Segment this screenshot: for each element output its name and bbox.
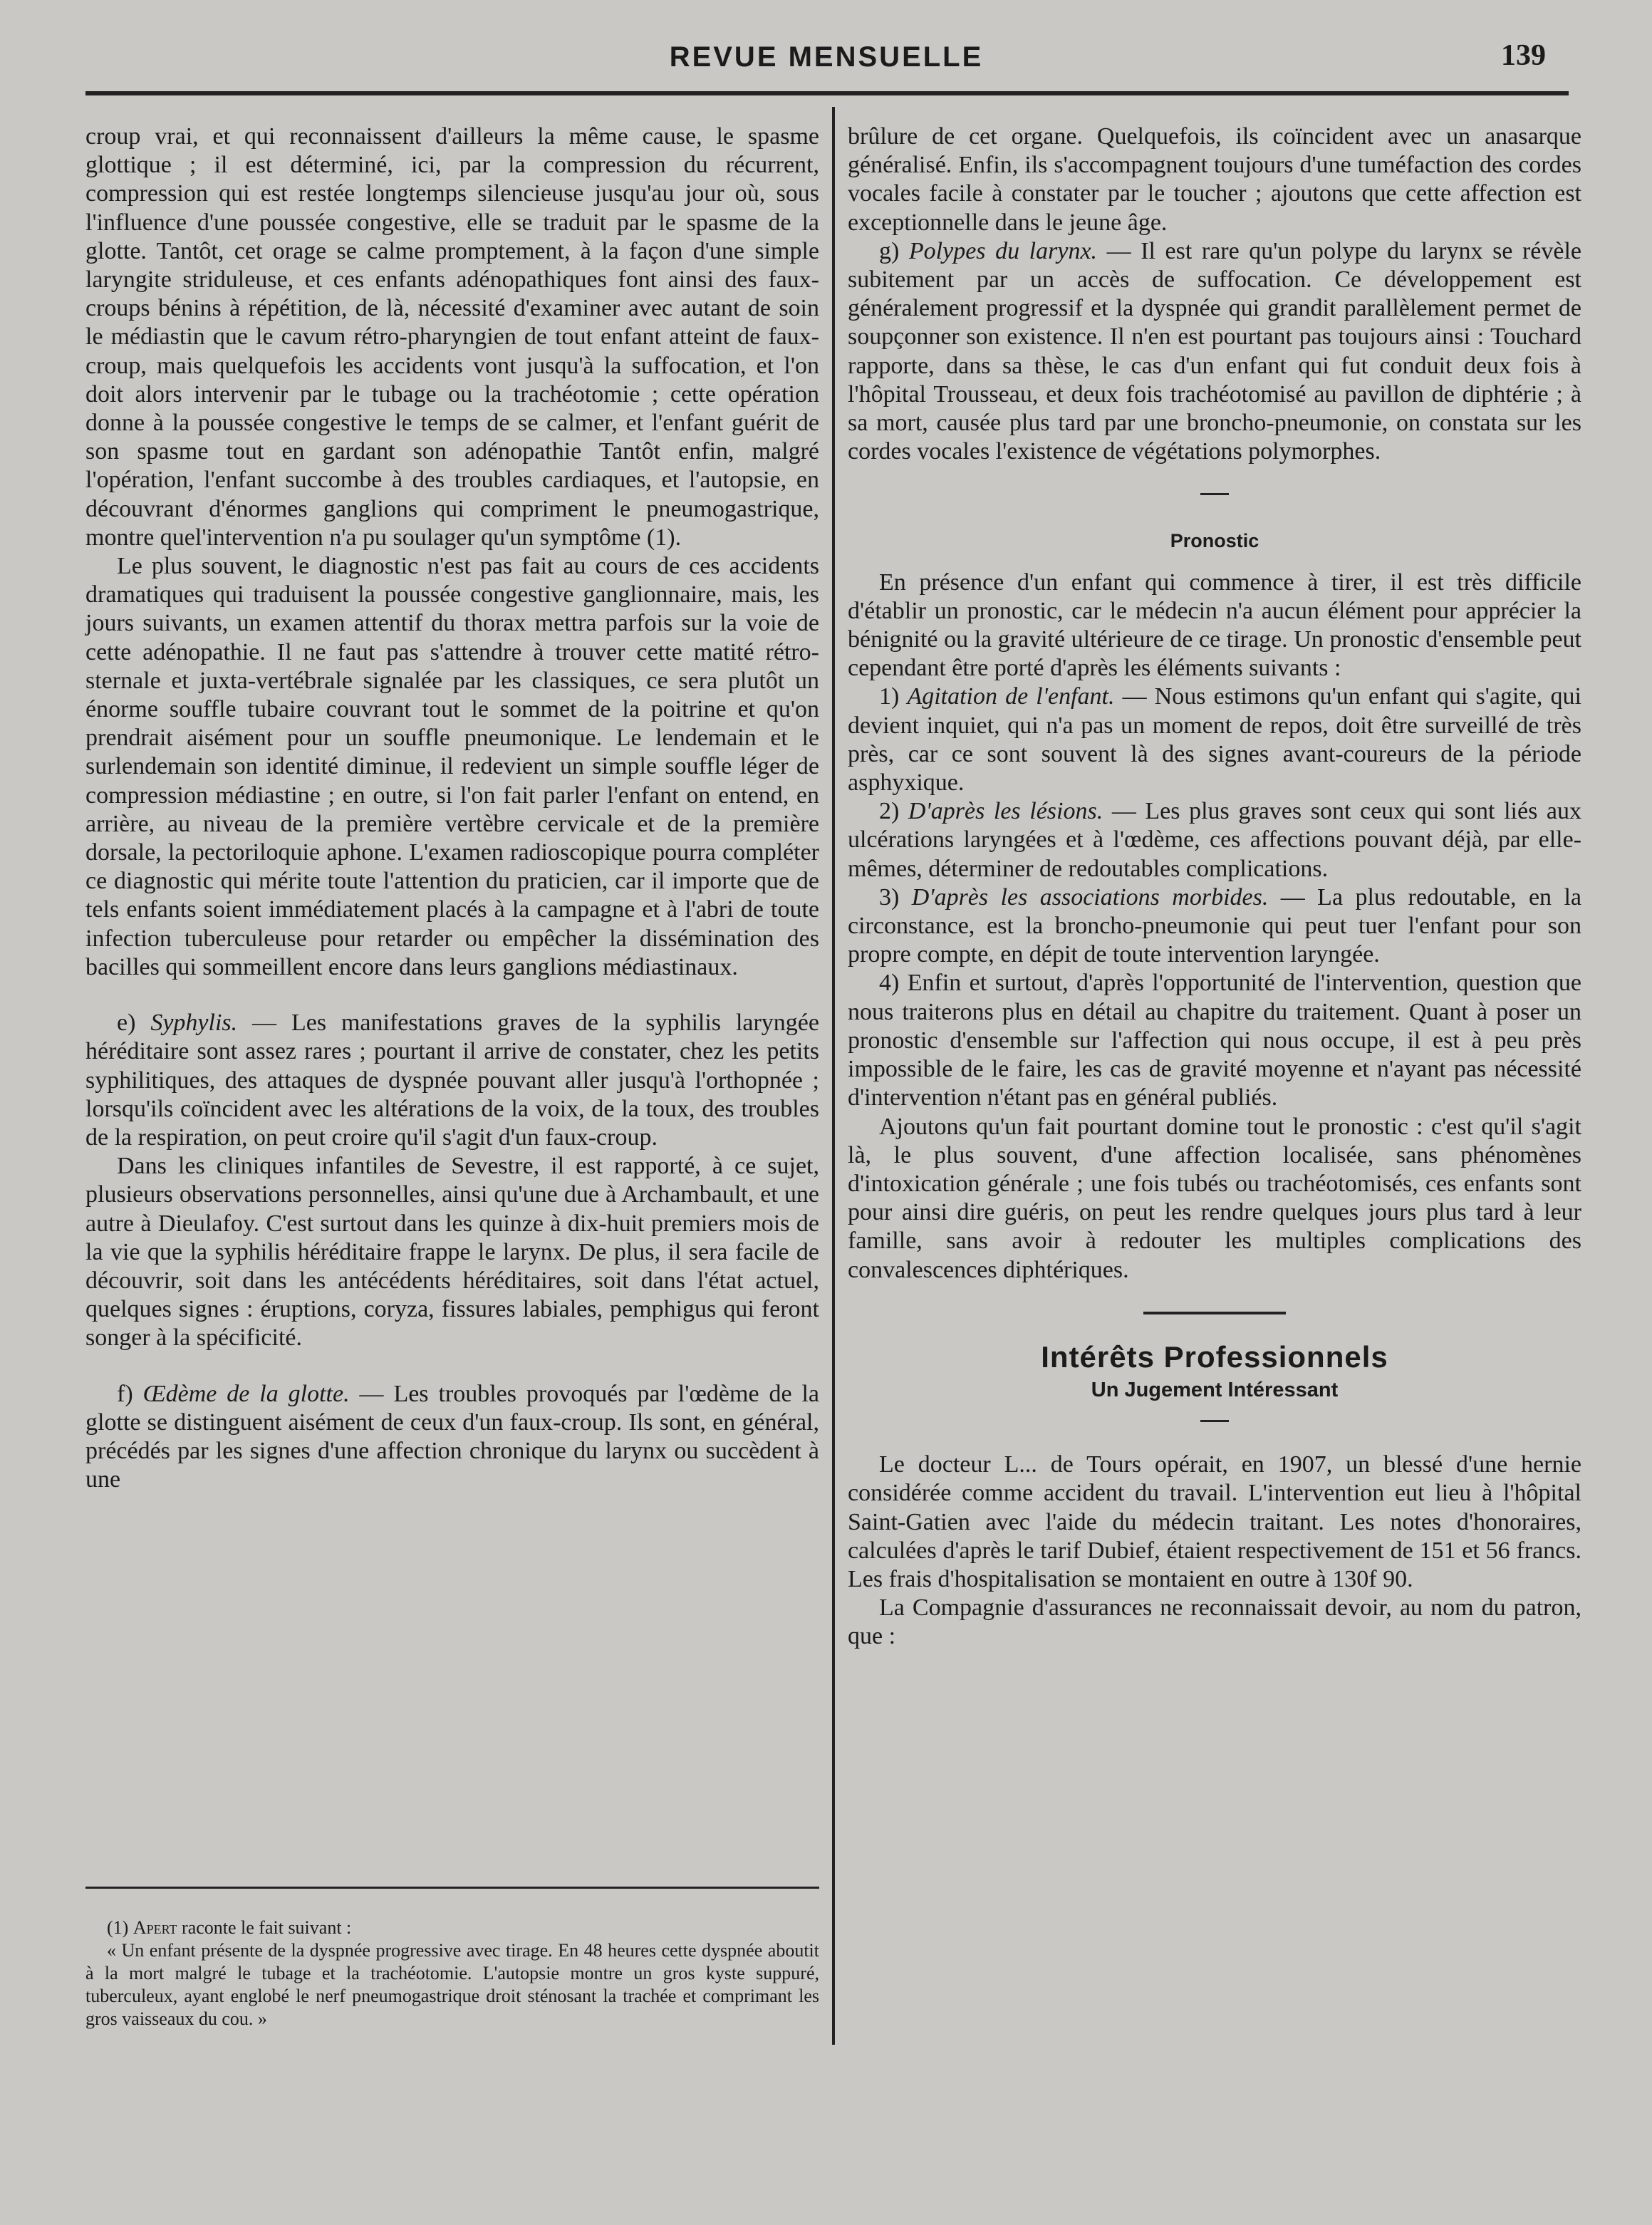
item-label: e) <box>117 1010 151 1037</box>
footnote-lead <box>85 1917 819 1939</box>
journal-title: REVUE MENSUELLE <box>669 41 984 73</box>
compagnie-paragraph: La Compagnie d'assurances ne reconnaissait devoir, au nom du patron, que : <box>848 1594 1581 1650</box>
intervention-paragraph: 4) Enfin et surtout, d'après l'opportunité de l'intervention, question que nous traiterons plus en détail au chapitre du traitement. Quant à poser un pronostic d'ensemble sur l'affection qui nous occupe, il est à peu près impossible de le faire, les cas de gravité moyenne et n'ayant pas nécessité d'intervention n'étant pas en général publiés. <box>848 970 1581 1111</box>
polypes-text: — Il est rare qu'un polype du larynx se révèle subitement par un accès de suffocation. Ce développement est généralement progressif et la dyspnée qui grandit parallèlement permet de soupçonner son existence. Il n'en est pourtant pas toujours ainsi : Touchard rapporte, dans sa thèse, le cas d'un enfant qui fut conduit deux fois à l'hôpital Trousseau, et deux fois trachéotomisé au pavillon de diphtérie ; à sa mort, causée plus tard par une broncho-pneumonie, on constata sur les cordes vocales l'existence de végétations polymorphes. <box>848 237 1582 465</box>
agitation-paragraph <box>848 683 1581 797</box>
oedeme-title: Œdème de la glotte. <box>142 1380 350 1407</box>
section-rule <box>1143 1312 1286 1314</box>
item-label: 1) <box>879 683 908 710</box>
header-rule <box>85 91 1569 95</box>
right-paragraph-1: brûlure de cet organe. Quelquefois, ils coïncident avec un anasarque généralisé. Enfin, ils s'accompagnent toujours d'une tuméfaction des cordes vocales facile à constater par le toucher ; ajoutons que cette affection est exceptionnelle dans le jeune âge. <box>848 123 1581 236</box>
footnote-marker: (1) <box>107 1917 133 1938</box>
syphilis-text: — Les manifestations graves de la syphilis laryngée héréditaire sont assez rares ; pourtant il arrive de constater, chez les petits syphilitiques, des attaques de dyspnée pouvant aller jusqu'à l'orthopnée ; lorsqu'ils coïncident avec les altérations de la voix, de la toux, des troubles de la respiration, on peut croire qu'il s'agit d'un faux-croup. <box>85 1010 819 1151</box>
syphilis-title: Syphylis. <box>150 1010 238 1037</box>
left-paragraph-1: croup vrai, et qui reconnaissent d'ailleurs la même cause, le spasme glottique ; il est déterminé, ici, par la compression du récurrent, compression qui est restée longtemps silencieuse jusqu'au jour où, sous l'influence d'une poussée congestive, elle se traduit par le spasme de la glotte. Tantôt, cet orage se calme promptement, à la façon d'une simple laryngite striduleuse, et ces enfants adénopathiques font ainsi des faux-croups bénins à répétition, de là, nécessité d'examiner avec autant de soin le médiastin que le cavum rétro-pharyngien de tout enfant atteint de faux-croup, mais quelquefois les accidents vont jusqu'à la suffocation, et l'on doit alors intervenir par le tubage ou la trachéotomie ; cette opération donne à la poussée congestive le temps de se calmer, et l'enfant guérit de son spasme tout en gardant son adénopathie Tantôt enfin, malgré l'opération, l'enfant succombe à des troubles cardiaques, et l'autopsie, en découvrant d'énormes ganglions qui compriment le pneumogastrique, montre quel'intervention n'a pu soulager qu'un symptôme (1). <box>85 123 819 551</box>
subheading-jugement: Un Jugement Intéressant <box>1091 1378 1339 1401</box>
associations-text: — La plus redoutable, en la circonstance, est la broncho-pneumonie qui peut tuer l'enfant pour son propre compte, en dépit de toute intervention laryngée. <box>848 883 1582 968</box>
section-heading-interets: Intérêts Professionnels <box>1041 1339 1388 1374</box>
item-label: f) <box>117 1380 143 1407</box>
right-column <box>848 123 1581 1651</box>
short-rule <box>1200 1420 1229 1422</box>
left-column <box>85 123 819 1494</box>
agitation-text: — Nous estimons qu'un enfant qui s'agite, qui devient inquiet, qui n'a pas un moment de repos, doit être surveillé de très près, car ce sont souvent là des signes avant-coureurs de la période asphyxique. <box>848 683 1581 797</box>
section-heading-pronostic: Pronostic <box>1170 530 1259 552</box>
syphilis-paragraph <box>85 1009 819 1152</box>
associations-title: D'après les associations morbides. <box>911 883 1269 911</box>
polypes-paragraph <box>848 237 1581 467</box>
item-label: 3) <box>879 883 912 911</box>
docteur-paragraph: Le docteur L... de Tours opérait, en 1907, un blessé d'une hernie considérée comme accident du travail. L'intervention eut lieu à l'hôpital Saint-Gatien avec l'aide du médecin traitant. Les notes d'honoraires, calculées d'après le tarif Dubief, étaient respectivement de 151 et 56 francs. Les frais d'hospitalisation se montaient en outre à 130f 90. <box>848 1451 1581 1592</box>
agitation-title: Agitation de l'enfant. <box>907 683 1115 710</box>
lesions-paragraph <box>848 797 1581 883</box>
oedeme-paragraph <box>85 1380 819 1495</box>
lesions-title: D'après les lésions. <box>908 798 1103 825</box>
short-rule <box>1200 493 1229 495</box>
footnote-author: Apert <box>133 1917 177 1938</box>
footnote-quote: « Un enfant présente de la dyspnée progressive avec tirage. En 48 heures cette dyspnée aboutit à la mort malgré le tubage et la trachéotomie. L'autopsie montre un gros kyste suppuré, tuberculeux, ayant englobé le nerf pneumogastrique droit sténosant la trachée et comprimant les gros vaisseaux du cou. » <box>85 1940 819 2029</box>
associations-paragraph <box>848 883 1581 970</box>
item-label: g) <box>879 237 909 264</box>
lesions-text: — Les plus graves sont ceux qui sont liés aux ulcérations laryngées et à l'œdème, ces affections pouvant déjà, par elle-mêmes, déterminer de redoutables complications. <box>848 798 1581 882</box>
footnote-rule <box>85 1887 819 1889</box>
sevestre-paragraph: Dans les cliniques infantiles de Sevestre, il est rapporté, à ce sujet, plusieurs observations personnelles, ainsi qu'une due à Archambault, et une autre à Dieulafoy. C'est surtout dans les quinze à dix-huit premiers mois de la vie que la syphilis héréditaire frappe le larynx. De plus, il sera facile de découvrir, soit dans les antécédents héréditaires, soit dans l'état actuel, quelques signes : éruptions, coryza, fissures labiales, pemphigus qui feront songer à la spécificité. <box>85 1153 819 1352</box>
pronostic-intro: En présence d'un enfant qui commence à tirer, il est très difficile d'établir un pronostic, car le médecin n'a aucun élément pour apprécier la bénignité ou la gravité ultérieure de ce tirage. Un pronostic d'ensemble peut cependant être porté d'après les éléments suivants : <box>848 569 1581 682</box>
running-head <box>85 34 1567 84</box>
footnote <box>85 1917 819 2030</box>
polypes-title: Polypes du larynx. <box>908 237 1098 264</box>
oedeme-text: — Les troubles provoqués par l'œdème de la glotte se distinguent aisément de ceux d'un faux-croup. Ils sont, en général, précédés par les signes d'une affection chronique du larynx ou succèdent à une <box>85 1380 819 1493</box>
column-divider <box>832 107 835 2045</box>
left-paragraph-2: Le plus souvent, le diagnostic n'est pas fait au cours de ces accidents dramatiques qui traduisent la poussée congestive ganglionnaire, mais, les jours suivants, un examen attentif du thorax mettra parfois sur la voie de cette adénopathie. Il ne faut pas s'attendre à trouver cette matité rétro-sternale et juxta-vertébrale signalée par les classiques, ce sera plutôt un énorme souffle tubaire couvrant tout le sommet de la poitrine et qu'on prendrait aisément pour un souffle pneumonique. Le lendemain et le surlendemain son identité diminue, il redevient un simple souffle léger de compression médiastine ; en outre, si l'on fait parler l'enfant on entend, en arrière, au niveau de la première vertèbre cervicale et de la première dorsale, la pectoriloquie aphone. L'examen radioscopique pourra compléter ce diagnostic qui mérite toute l'attention du praticien, car il importe que de tels enfants soient immédiatement placés à la campagne et à l'abri de toute infection tuberculeuse pour retarder ou empêcher la dissémination des bacilles qui sommeillent encore dans leurs ganglions médiastinaux. <box>85 553 819 980</box>
item-label: 2) <box>879 798 908 825</box>
footnote-lead-text: raconte le fait suivant : <box>177 1917 352 1938</box>
page-number: 139 <box>1501 39 1546 72</box>
ajoutons-paragraph: Ajoutons qu'un fait pourtant domine tout le pronostic : c'est qu'il s'agit là, le plus souvent, d'une affection localisée, sans phénomènes d'intoxication générale ; une fois tubés ou trachéotomisés, ces enfants sont pour ainsi dire guéris, on peut les rendre quelques jours plus tard à leur famille, sans avoir à redouter les multiples complications des convalescences diphtériques. <box>848 1113 1581 1283</box>
